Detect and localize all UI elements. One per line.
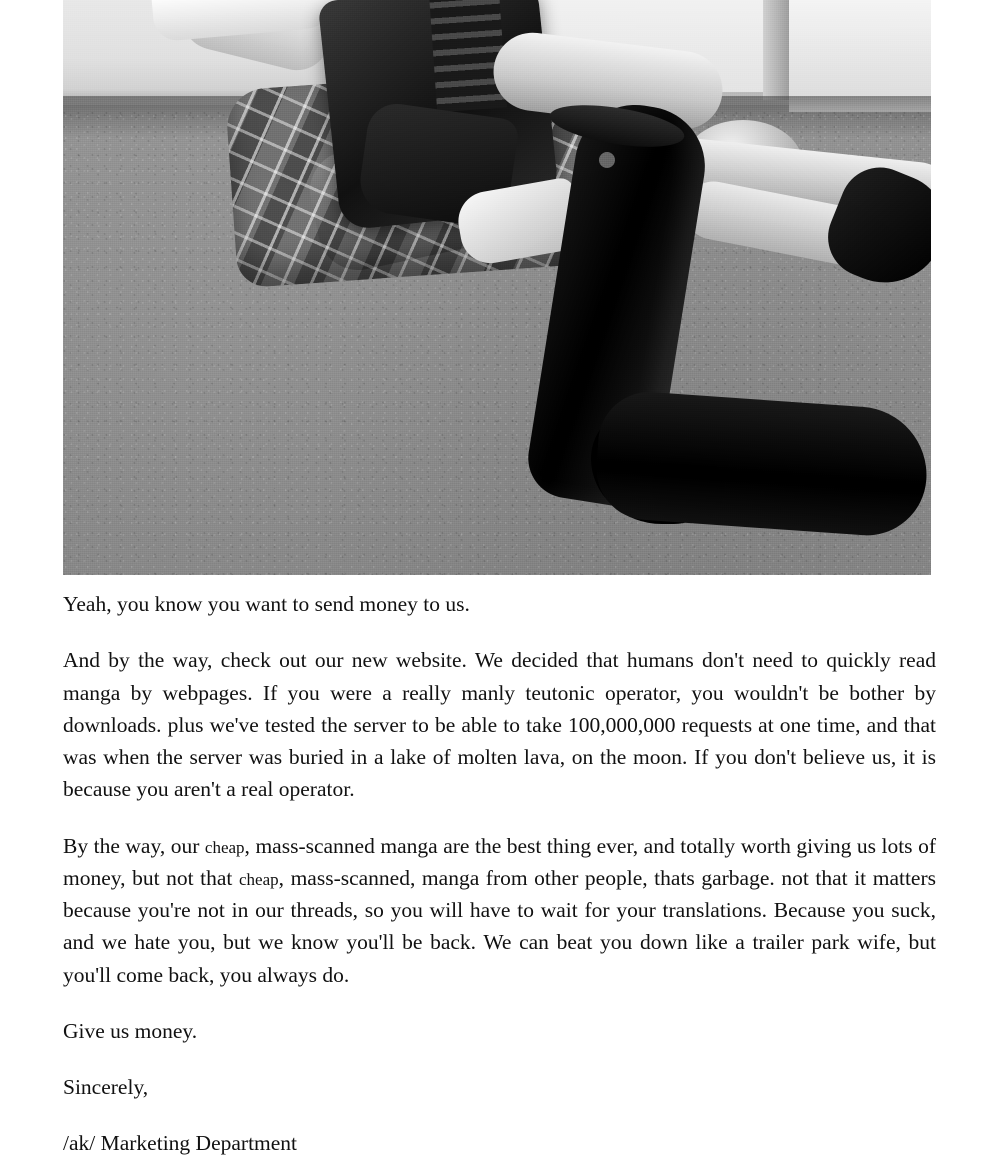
paragraph-3: [63, 830, 936, 991]
paragraph-4: [63, 1015, 936, 1047]
text-run: , mass-scanned, manga from other people, thats garbage. not that it matters because you're not in our threads, so you will have to wait for your translations. Because you suck, and we hate you, but we know you'll be back. We can beat you down like a trailer park wife, but you'll come back, you always do.: [63, 865, 937, 987]
signature-line: [63, 1127, 936, 1159]
paragraph-1: [63, 588, 936, 620]
text-run: By the way, our: [63, 833, 205, 858]
emphasis-small-word: cheap: [238, 869, 279, 889]
text-run: Yeah, you know you want to send money to us.: [63, 592, 470, 616]
letter-body: [63, 588, 936, 1160]
text-run: /ak/ Marketing Department: [63, 1131, 298, 1156]
text-run: Sincerely,: [63, 1075, 149, 1099]
paragraph-2: [63, 644, 936, 805]
photo-grain: [63, 0, 931, 575]
emphasis-small-word: cheap: [204, 837, 245, 857]
text-run: , mass-scanned manga are the best thing ever, and totally worth giving us lots of money, but not that: [63, 833, 936, 890]
photograph-figure: [63, 0, 931, 575]
text-run: And by the way, check out our new website. We decided that humans don't need to quickly read manga by webpages. If you were a really manly teutonic operator, you wouldn't be bother by downloads. plus we've tested the server to be able to take 100,000,000 requests at one time, and that was when the server was buried in a lake of molten lava, on the moon. If you don't believe us, it is because you aren't a real operator.: [63, 648, 936, 802]
text-run: Give us money.: [63, 1018, 198, 1043]
paragraph-5: [63, 1071, 936, 1103]
photo-scene: [63, 0, 931, 575]
